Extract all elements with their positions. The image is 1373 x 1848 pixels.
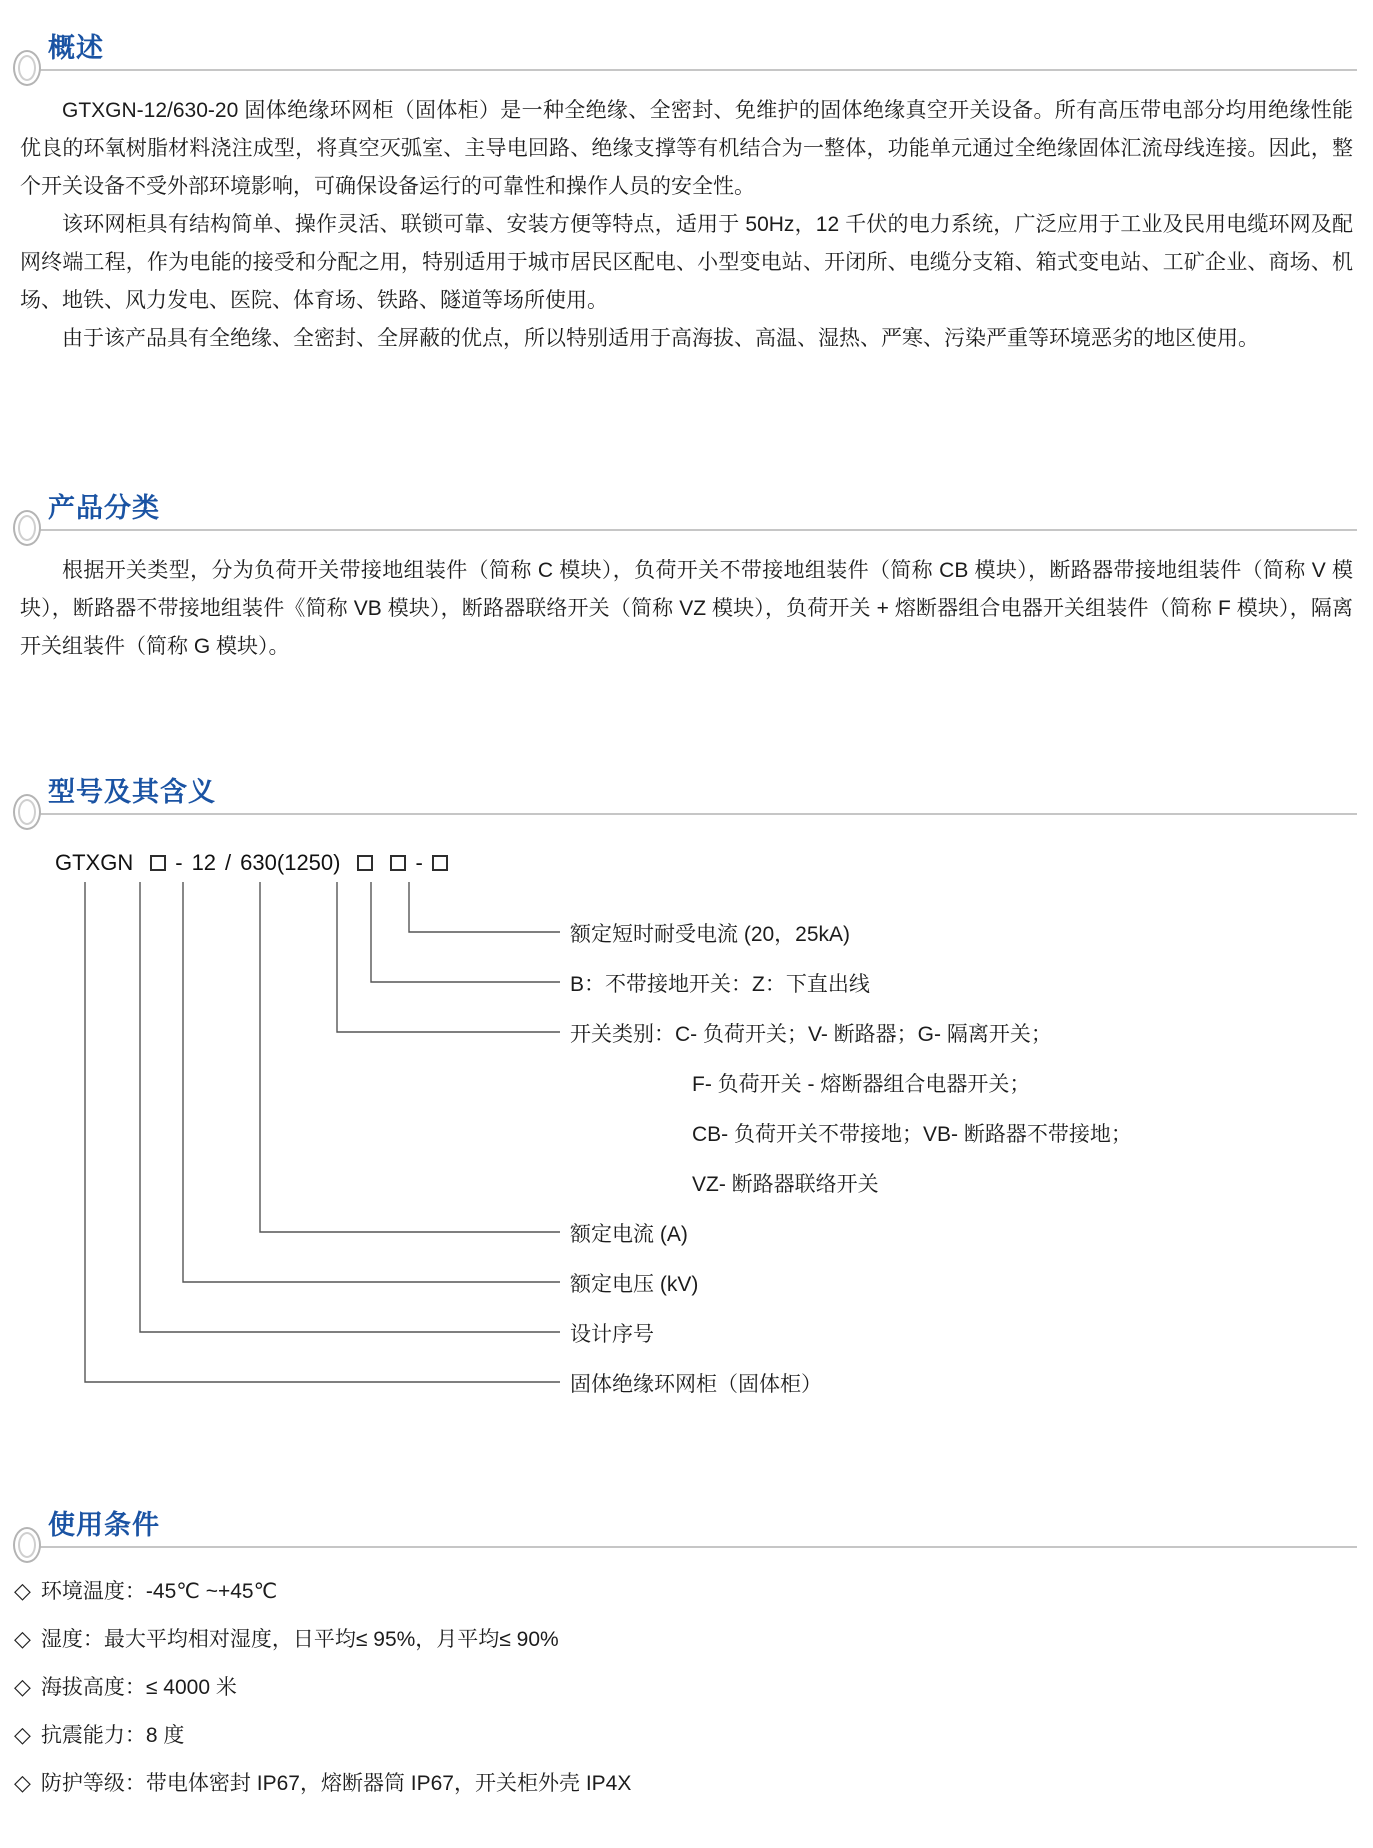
condition-item bbox=[14, 1575, 1359, 1623]
overview-paragraph: GTXGN-12/630-20 固体绝缘环网柜（固体柜）是一种全绝缘、全密封、免维护的固体绝缘真空开关设备。所有高压带电部分均用绝缘性能优良的环氧树脂材料浇注成型，将真空灭弧室、主导电回路、绝缘支撑等有机结合为一整体，功能单元通过全绝缘固体汇流母线连接。因此，整个开关设备不受外部环境影响，可确保设备运行的可靠性和操作人员的安全性。 bbox=[20, 99, 1353, 198]
condition-text: 环境温度：-45℃ ~+45℃ bbox=[40, 1580, 278, 1603]
overview-paragraph: 该环网柜具有结构简单、操作灵活、联锁可靠、安装方便等特点，适用于 50Hz，12 千伏的电力系统，广泛应用于工业及民用电缆环网及配网终端工程，作为电能的接受和分配之用，特别适用于城市居民区配电、小型变电站、开闭所、电缆分支箱、箱式变电站、工矿企业、商场、机场、地铁、风力发电、医院、体育场、铁路、隧道等场所使用。 bbox=[20, 213, 1353, 312]
diamond-bullet-icon: ◇ bbox=[14, 1722, 31, 1747]
overview-paragraph: 由于该产品具有全绝缘、全密封、全屏蔽的优点，所以特别适用于高海拔、高温、湿热、严寒、污染严重等环境恶劣的地区使用。 bbox=[62, 327, 1259, 350]
condition-text: 防护等级：带电体密封 IP67，熔断器筒 IP67，开关柜外壳 IP4X bbox=[40, 1772, 632, 1795]
section-title-classification: 产品分类 bbox=[48, 493, 160, 523]
connector-line bbox=[260, 882, 560, 1232]
condition-item bbox=[14, 1671, 1359, 1719]
diamond-bullet-icon: ◇ bbox=[14, 1626, 31, 1651]
connector-line bbox=[409, 882, 560, 932]
label-switch-category-cont: CB- 负荷开关不带接地；VB- 断路器不带接地； bbox=[692, 1123, 1132, 1146]
label-design-serial: 设计序号 bbox=[570, 1323, 654, 1346]
diamond-bullet-icon: ◇ bbox=[14, 1770, 31, 1795]
label-rated-current: 额定电流 (A) bbox=[570, 1223, 688, 1246]
condition-text: 海拔高度：≤ 4000 米 bbox=[40, 1676, 237, 1699]
section-divider bbox=[30, 1546, 1357, 1548]
section-divider bbox=[30, 529, 1357, 531]
condition-item bbox=[14, 1767, 1359, 1815]
model-separator: - bbox=[415, 850, 423, 875]
section-divider bbox=[30, 69, 1357, 71]
section-divider bbox=[30, 813, 1357, 815]
conditions-list bbox=[0, 1575, 1373, 1815]
section-header-model bbox=[0, 770, 1373, 818]
section-title-overview: 概述 bbox=[48, 33, 104, 63]
label-switch-category: 开关类别：C- 负荷开关；V- 断路器；G- 隔离开关； bbox=[570, 1023, 1052, 1046]
model-prefix: GTXGN bbox=[55, 850, 134, 875]
condition-item bbox=[14, 1623, 1359, 1671]
label-switch-category-cont: VZ- 断路器联络开关 bbox=[692, 1173, 879, 1196]
section-header-conditions bbox=[0, 1503, 1373, 1551]
connector-line bbox=[140, 882, 560, 1332]
section-marker-icon bbox=[13, 794, 41, 830]
label-product-name: 固体绝缘环网柜（固体柜） bbox=[570, 1373, 822, 1396]
section-title-model: 型号及其含义 bbox=[48, 777, 216, 807]
diamond-bullet-icon: ◇ bbox=[14, 1674, 31, 1699]
connector-line bbox=[85, 882, 560, 1382]
overview-body bbox=[0, 92, 1373, 358]
section-header-classification bbox=[0, 486, 1373, 534]
classification-paragraph: 根据开关类型，分为负荷开关带接地组装件（简称 C 模块），负荷开关不带接地组装件（简称 CB 模块），断路器带接地组装件（简称 V 模块），断路器不带接地组装件《简称 VB 模块），断路器联络开关（简称 VZ 模块），负荷开关 + 熔断器组合电器开关组装件（简称 F 模块），隔离开关组装件（简称 G 模块）。 bbox=[20, 559, 1353, 658]
model-separator: / bbox=[225, 850, 232, 875]
classification-body bbox=[0, 552, 1373, 666]
datasheet-page bbox=[0, 26, 1373, 1848]
section-marker-icon bbox=[13, 510, 41, 546]
condition-text: 抗震能力：8 度 bbox=[40, 1724, 185, 1747]
label-switch-category-cont: F- 负荷开关 - 熔断器组合电器开关； bbox=[692, 1073, 1031, 1096]
section-header-overview bbox=[0, 26, 1373, 74]
condition-text: 湿度：最大平均相对湿度，日平均≤ 95%，月平均≤ 90% bbox=[40, 1628, 559, 1651]
model-designation-diagram bbox=[0, 850, 1373, 1415]
condition-item bbox=[14, 1719, 1359, 1767]
label-rated-voltage: 额定电压 (kV) bbox=[570, 1273, 699, 1296]
label-earthing-outlet: B：不带接地开关：Z：下直出线 bbox=[570, 973, 870, 996]
model-separator: - bbox=[175, 850, 183, 875]
diamond-bullet-icon: ◇ bbox=[14, 1578, 31, 1603]
section-marker-icon bbox=[13, 1527, 41, 1563]
section-title-conditions: 使用条件 bbox=[48, 1510, 160, 1540]
label-short-time-current: 额定短时耐受电流 (20，25kA) bbox=[570, 923, 851, 946]
model-voltage: 12 bbox=[191, 850, 217, 875]
model-current: 630(1250) bbox=[240, 850, 341, 875]
section-marker-icon bbox=[13, 50, 41, 86]
